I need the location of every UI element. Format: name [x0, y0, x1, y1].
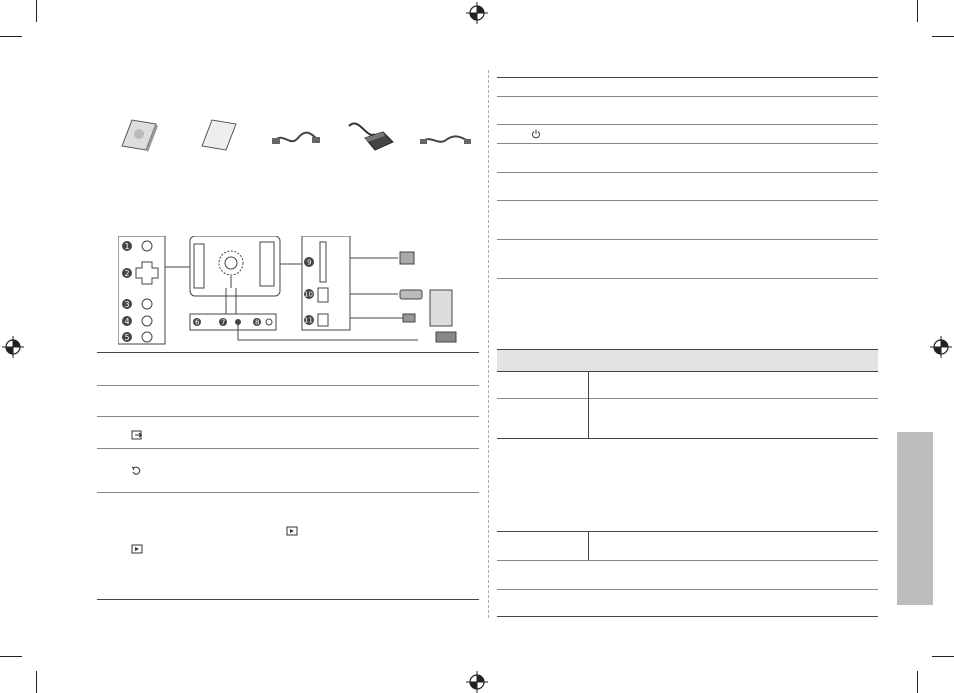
- crop-mark: [932, 36, 954, 37]
- table-rule: [497, 278, 878, 279]
- callout-4: 4: [124, 317, 130, 326]
- table-rule: [497, 143, 878, 144]
- table-rule: [97, 492, 479, 493]
- table-rule: [497, 589, 878, 590]
- manual-booklet-icon: [112, 112, 168, 156]
- power-icon: [531, 129, 541, 139]
- crop-mark: [917, 671, 918, 693]
- slideshow-icon: [131, 544, 143, 554]
- registration-mark-icon: [930, 336, 952, 358]
- table-rule: [497, 239, 878, 240]
- callout-2: 2: [124, 269, 130, 278]
- callout-3: 3: [124, 300, 130, 309]
- power-adapter-icon: [345, 112, 401, 156]
- table-rule: [497, 616, 878, 617]
- back-icon: [131, 466, 141, 476]
- table-rule: [497, 172, 878, 173]
- callout-9: 9: [307, 258, 312, 267]
- page-fold-line: [488, 70, 489, 618]
- registration-mark-icon: [466, 2, 488, 24]
- chapter-side-tab: [897, 432, 933, 605]
- table-rule: [97, 599, 479, 600]
- slideshow-icon: [286, 526, 298, 536]
- table-rule: [497, 438, 878, 439]
- table-rule: [97, 352, 479, 353]
- table-rule: [497, 398, 878, 399]
- registration-mark-icon: [2, 336, 24, 358]
- warranty-card-icon: [190, 112, 246, 156]
- callout-5: 5: [124, 333, 130, 342]
- usb-cable-icon: [268, 112, 324, 156]
- table-rule: [97, 385, 479, 386]
- crop-mark: [0, 656, 22, 657]
- table-rule: [497, 96, 878, 97]
- crop-mark: [917, 0, 918, 22]
- table-rule: [97, 448, 479, 449]
- callout-8: 8: [255, 318, 260, 327]
- enter-icon: [131, 430, 143, 440]
- table-rule: [97, 416, 479, 417]
- product-diagram: [118, 236, 468, 346]
- spec-table-header: [497, 349, 878, 372]
- table-rule: [497, 531, 878, 532]
- crop-mark: [36, 0, 37, 22]
- callout-10: 10: [304, 290, 313, 299]
- callout-7: 7: [221, 318, 226, 327]
- callout-11: 11: [304, 316, 313, 325]
- table-rule: [497, 124, 878, 125]
- callout-6: 6: [195, 318, 200, 327]
- crop-mark: [0, 36, 22, 37]
- table-column-divider: [588, 371, 589, 438]
- cable-icon: [418, 112, 474, 156]
- registration-mark-icon: [466, 671, 488, 693]
- crop-mark: [36, 671, 37, 693]
- callout-1: 1: [124, 242, 130, 251]
- table-rule: [497, 560, 878, 561]
- table-rule: [497, 200, 878, 201]
- table-column-divider: [588, 531, 589, 560]
- crop-mark: [932, 656, 954, 657]
- table-rule: [497, 77, 878, 78]
